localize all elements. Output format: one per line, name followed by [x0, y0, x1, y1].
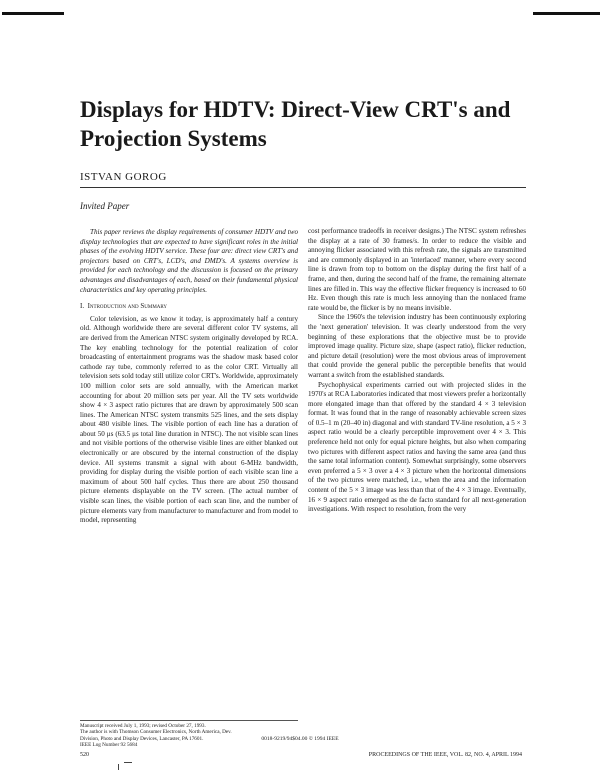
footnote: The author is with Thomson Consumer Electronics, North America, Dev. — [80, 729, 232, 736]
footnote: Manuscript received July 1, 1993; revised October 27, 1993. — [80, 723, 206, 729]
scan-mark-top-right — [533, 12, 600, 15]
footnote: IEEE Log Number 92 5684 — [80, 741, 138, 748]
paper-title: Displays for HDTV: Direct-View CRT's and Projection Systems — [80, 97, 511, 151]
scan-mark-top-left — [2, 12, 64, 15]
page-number: 520 — [80, 752, 89, 758]
footnotes — [80, 720, 298, 748]
left-column — [80, 228, 298, 526]
section-number: I. — [80, 302, 85, 311]
body-paragraph: Since the 1960's the television industry has been continuously exploring the 'next generation' television. It was clearly understood from the very beginning of these explorations that the objective must be to provide improved image quality. Picture size, shape (aspect ratio), flicker reduction, and picture detail (resolution) were the most obvious areas of improvement that could provide the general public the perceptible benefits that would warrant a switch from the established standards. — [308, 313, 526, 379]
body-paragraph: cost performance tradeoffs in receiver designs.) The NTSC system refreshes the display at a rate of 30 frames/s. In order to reduce the visible and annoying flicker associated with this refresh rate, the signals are transmitted and are commonly displayed in an 'interlaced' manner, where every second line is drawn from top to bottom on the display during the first half of a frame, and then, during the second half of the frame, the remaining alternate lines are filled in. This way the effective flicker frequency is increased to 60 Hz. Even though this rate is much less annoying than the nonlaced frame rate would be, the flicker is by no means invisible. — [308, 227, 526, 312]
body-paragraph: Psychophysical experiments carried out with projected slides in the 1970's at RCA Laboratories indicated that most viewers prefer a horizontally more elongated image than that offered by the standard 4 × 3 television format. It was found that in the range of reasonably achievable screen sizes of 0.5–1 m (20–40 in) diagonal and with standard TV-line resolution, a 5 × 3 aspect ratio would be a clearly perceptible improvement over 4 × 3. This preference held not only for equal picture heights, but also when comparing two pictures with different aspect ratios and having the same area (and thus the same total information content). Somewhat surprisingly, some observers even preferred a 5 × 3 over a 4 × 3 picture when the horizontal dimensions of the two pictures were matched, i.e., when the area and the information content of the 5 × 3 image was less than that of the 4 × 3 image. Eventually, 16 × 9 aspect ratio emerged as the de facto standard for all next-generation investigations. With respect to resolution, from the very — [308, 380, 526, 514]
paper-type: Invited Paper — [80, 201, 130, 211]
section-title: Introduction and Summary — [87, 302, 168, 311]
right-column — [308, 227, 526, 515]
running-head: PROCEEDINGS OF THE IEEE, VOL. 82, NO. 4, APRIL 1994 — [368, 752, 522, 758]
body-paragraph: Color television, as we know it today, is approximately half a century old. Although worldwide there are several different color TV systems, all are derived from the American NTSC system originally developed by RCA. The key enabling technology for the potential realization of color broadcasting of entertainment programs was the shadow mask based color cathode ray tube, commonly referred to as the color CRT. Virtually all television sets sold today still utilize color CRT's. Worldwide, approximately 100 million color sets are sold annually, with the American market accounting for about 20 million sets per year. All the TV sets worldwide show 4 × 3 aspect ratio pictures that are drawn by approximately 500 scan lines. The American NTSC system transmits 525 lines, and the sets display about 480 visible lines. The visible portion of each line has a duration of about 50 μs (63.5 μs total line duration in NTSC). The not visible scan lines and not visible portions of the otherwise visible lines are either blanked out electronically or are obscured by the internal construction of the display device. All systems transmit a signal with about 6-MHz bandwidth, providing for display during the visible portion of each visible scan line a maximum of about 500 half cycles. Thus there are about 250 thousand picture elements displayable on the TV screen. (The actual number of visible scan lines, the visible portion of each scan line, and the number of picture elements vary from manufacturer to manufacturer and from model to model, representing — [80, 314, 298, 525]
scan-tick — [118, 764, 119, 770]
section-heading — [80, 302, 298, 312]
footnote: Division, Photo and Display Devices, Lancaster, PA 17601. — [80, 735, 204, 742]
scan-tick — [124, 762, 132, 763]
abstract: This paper reviews the display requirements of consumer HDTV and two display technologies that are expected to have significant roles in the initial phases of the evolving HDTV service. These four are: direct view CRT's and projectors based on CRT's, LCD's, and DMD's. A systems overview is provided for each technology and the discussion is focused on the primary advantages and disadvantages of each, based on their fundamental physical characteristics and key operating principles. — [80, 228, 298, 294]
doi-line: 0018-9219/94$04.00 © 1994 IEEE — [261, 736, 339, 742]
author-name: ISTVAN GOROG — [80, 171, 167, 183]
title-rule — [80, 187, 526, 188]
